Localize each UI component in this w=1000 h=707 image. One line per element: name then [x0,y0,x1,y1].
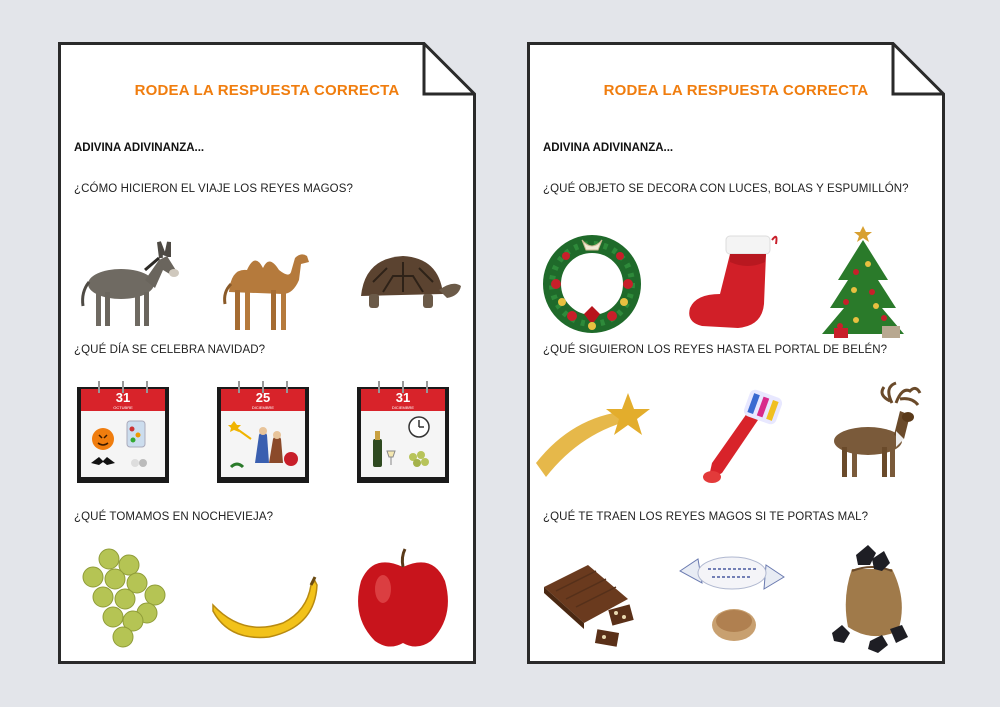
worksheet-left [58,42,476,664]
calendar-month: DICIEMBRE [251,405,275,410]
wreath-icon[interactable] [532,222,652,342]
calendar-day: 25 [255,390,271,405]
question-3: ¿QUÉ TE TRAEN LOS REYES MAGOS SI TE PORTAS MAL? [543,511,869,523]
calendar-month: OCTUBRE [113,405,133,410]
camel-icon[interactable] [203,222,323,342]
question-2: ¿QUÉ SIGUIERON LOS REYES HASTA EL PORTAL DE BELÉN? [543,344,888,356]
question-1: ¿QUÉ OBJETO SE DECORA CON LUCES, BOLAS Y ESPUMILLÓN? [543,183,909,195]
party-horn-icon[interactable] [672,377,792,497]
question-2: ¿QUÉ DÍA SE CELEBRA NAVIDAD? [74,344,266,356]
answer-row-1 [527,222,945,342]
christmas-stocking-icon[interactable] [672,222,792,342]
tortoise-icon[interactable] [343,222,463,342]
sheet-subtitle: ADIVINA ADIVINANZA... [74,142,205,154]
coal-sack-icon[interactable] [812,537,932,657]
answer-row-3 [58,537,476,657]
calendar-day: 31 [395,390,411,405]
answer-row-2 [527,377,945,497]
christmas-tree-icon[interactable] [812,222,932,342]
question-1: ¿CÓMO HICIERON EL VIAJE LOS REYES MAGOS? [74,183,353,195]
worksheet-right [527,42,945,664]
answer-row-3 [527,537,945,657]
answer-row-1 [58,222,476,342]
grapes-icon[interactable] [63,537,183,657]
calendar-month: DICIEMBRE [391,405,415,410]
calendar-25-december-icon[interactable] [203,377,323,497]
sheet-subtitle: ADIVINA ADIVINANZA... [543,142,674,154]
calendar-day: 31 [115,390,131,405]
donkey-icon[interactable] [63,222,183,342]
chocolate-icon[interactable] [532,537,652,657]
apple-icon[interactable] [343,537,463,657]
shooting-star-icon[interactable] [532,377,652,497]
candy-icon[interactable] [672,537,792,657]
calendar-31-october-icon[interactable] [63,377,183,497]
sheet-title: RODEA LA RESPUESTA CORRECTA [603,82,869,99]
answer-row-2 [58,377,476,497]
question-3: ¿QUÉ TOMAMOS EN NOCHEVIEJA? [74,511,274,523]
sheet-title: RODEA LA RESPUESTA CORRECTA [134,82,400,99]
banana-icon[interactable] [203,537,323,657]
calendar-31-december-icon[interactable] [343,377,463,497]
reindeer-icon[interactable] [812,377,932,497]
